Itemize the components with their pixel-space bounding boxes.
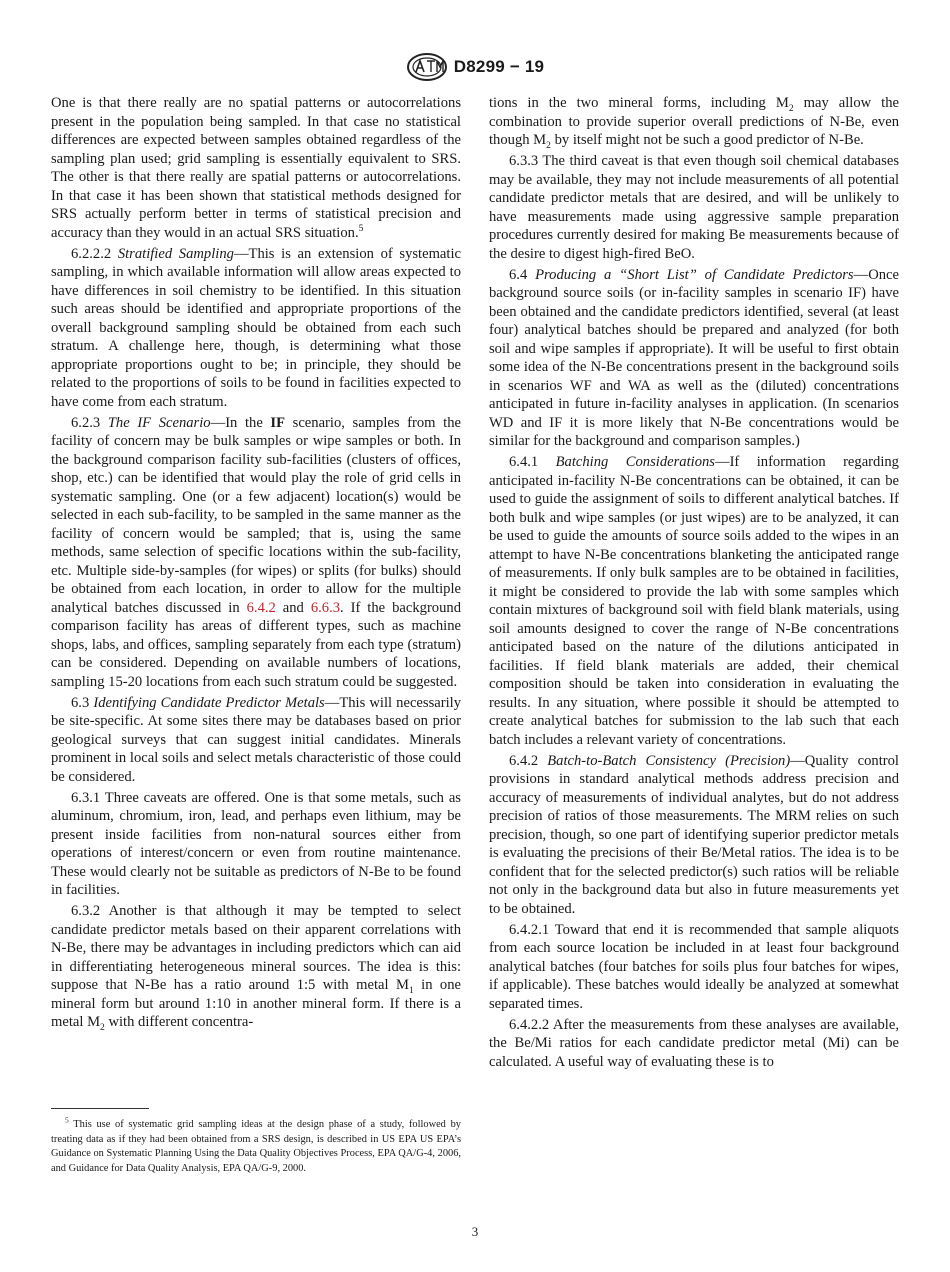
footnote-ref[interactable]: 5 [358, 223, 364, 234]
section-link-6-6-3[interactable]: 6.6.3 [310, 599, 341, 616]
astm-logo-icon [406, 52, 448, 82]
page-number: 3 [471, 1224, 479, 1239]
paragraph: 6.2.3 The IF Scenario—In the IF scenario, samples from the facility of concern may be bulk samples or wipe samples or both. In the background comparison facility sub-facilities (clusters of offices, shop, etc.) can be identified that would play the role of grid cells in systematic sampling. One (or a few adjacent) location(s) would be selected in each sub-facility, to be sampled in the same manner as the facility of concern would be sampled; that is, using the same methods, same selection of specific locations within the sub-facility, etc. Multiple side-by-samples (for wipes) or splits (for bulks) should be obtained from each location, in order to allow for the multiple analytical batches discussed in 6.4.2 and 6.6.3. If the background comparison facility has areas of different types, such as machine shops, labs, and offices, sampling separately from each type (stratum) can be considered. Depending on available numbers of locations, sampling 15-20 locations from each such stratum could be suggested. [51, 414, 461, 690]
paragraph: 6.4.2.2 After the measurements from these analyses are available, the Be/Mi ratios for each candidate predictor metal (Mi) can be calculated. A useful way of evaluating these is to [489, 1016, 899, 1070]
paragraph: 6.4.2 Batch-to-Batch Consistency (Precision)—Quality control provisions in standard analytical methods address precision and accuracy of measurements of individual analytes, but do not address precision of ratios of those measurements. The MRM relies on such precision, though, so one part of identifying superior predictor metals is evaluating the precisions of their Be/Metal ratios. The idea is to be confident that for the selected predictor(s) such ratios will be reliable not only in the background data but also in future measurements yet to be obtained. [489, 752, 899, 917]
paragraph: 6.3.3 The third caveat is that even though soil chemical databases may be available, they may not include measurements of all potential candidate predictor metals that are desired, and will be unlikely to have measurements made using aggressive sample preparation procedures currently desired for making Be measurements because of the desire to digest high-fired BeO. [489, 153, 899, 262]
paragraph: tions in the two mineral forms, including $M_2$ may allow the combination to provide superior overall predictions of N-Be, even though $M_2$ by itself might not be such a good predictor of N-Be. [489, 95, 899, 151]
left-column [51, 94, 461, 1034]
paragraph: 6.3 Identifying Candidate Predictor Metals—This will necessarily be site-specific. At some sites there may be databases based on prior geological surveys that can suggest initial candidates. Minerals prominent in local soils and select metals characteristic of those could be considered. [51, 694, 461, 785]
document-id: D8299 − 19 [453, 57, 545, 76]
paragraph: One is that there really are no spatial patterns or autocorrelations present in the population being sampled. In that case no statistical differences are expected between samples obtained regardless of the sampling plan used; grid sampling is essentially equivalent to SRS. The other is that there really are spatial patterns or autocorrelations. In that case it has been shown that statistical methods designed for SRS actually perform better in terms of statistical precision and accuracy than they would in an actual SRS situation.$^5$ [51, 95, 461, 241]
paragraph: 6.2.2.2 Stratified Sampling—This is an extension of systematic sampling, in which available information will allow areas expected to have differences in soil chemistry to be identified. In this situation such areas should be identified and appropriate proportions of the overall background sampling should be obtained from each such stratum. A challenge here, though, is determining what those appropriate proportions ought to be; in principle, they should be related to the proportions of soils to be found in facilities expected to have come from each stratum. [51, 245, 461, 410]
footnote-divider [51, 1108, 149, 1109]
footnote: $^5$ This use of systematic grid sampling ideas at the design phase of a study, followed by treating data as if they had been obtained from a SRS design, is described in US EPA US EPA’s Guidance on Systematic Planning Using the Data Quality Objectives Process, EPA QA/G-4, 2006, and Guidance for Data Quality Analysis, EPA QA/G-9, 2000. [51, 1115, 461, 1174]
paragraph: 6.3.1 Three caveats are offered. One is that some metals, such as aluminum, chromium, iron, lead, and perhaps even lithium, may be present inside facilities from non-natural sources either from operations of interest/concern or even from routine maintenance. These would clearly not be suitable as predictors of N-Be to be found in facilities. [51, 789, 461, 898]
paragraph: 6.4.2.1 Toward that end it is recommended that sample aliquots from each source location be included in at least four background analytical batches (four batches for soils plus four batches for wipes, if applicable). These batches would ideally be analyzed at somewhat separated times. [489, 921, 899, 1012]
paragraph: 6.4.1 Batching Considerations—If information regarding anticipated in-facility N-Be concentrations can be obtained, it can be used to guide the assignment of soils to different analytical batches. If both bulk and wipe samples (or just wipes) are to be analyzed, it can be used to guide the amounts of source soils added to the wipes in an attempt to have N-Be concentrations blanketing the anticipated range of measurements. If only bulk samples are to be obtained in facilities, it might be considered to provide the lab with some samples which contain mixtures of background soil with field blank materials, using soil amounts designed to cover the range of N-Be concentrations anticipated based on the nature of the dilutions anticipated in facilities. If field blank materials are added, their chemical composition should be taken into consideration in evaluating the results. In any situation, where possible it should be attempted to create analytical batches for submission to the lab such that each batch includes a relevant variety of concentrations. [489, 454, 899, 748]
paragraph: 6.4 Producing a “Short List” of Candidate Predictors—Once background source soils (or in-facility samples in scenario IF) have been obtained and the candidate predictors identified, several (at least four) analytical batches should be prepared and analyzed (for both soil and wipe samples if appropriate). It will be useful to first obtain some idea of the N-Be concentrations present in the background soils in scenarios WF and WA as well as the (diluted) concentrations anticipated in future in-facility analyses in application. (In scenarios WD and IF it is more likely that N-Be concentrations would be similar for the background and comparison samples.) [489, 266, 899, 449]
page-header [0, 50, 950, 84]
right-column [489, 94, 899, 1074]
paragraph: 6.3.2 Another is that although it may be tempted to select candidate predictor metals based on their apparent correlations with N-Be, there may be advantages in including predictors which can aid in differentiating heterogeneous mineral sources. The idea is this: suppose that N-Be has a ratio around 1:5 with metal $M_1$ in one mineral form but around 1:10 in another mineral form. If there is a metal $M_2$ with different concentra- [51, 903, 462, 1033]
section-link-6-4-2[interactable]: 6.4.2 [246, 599, 276, 616]
